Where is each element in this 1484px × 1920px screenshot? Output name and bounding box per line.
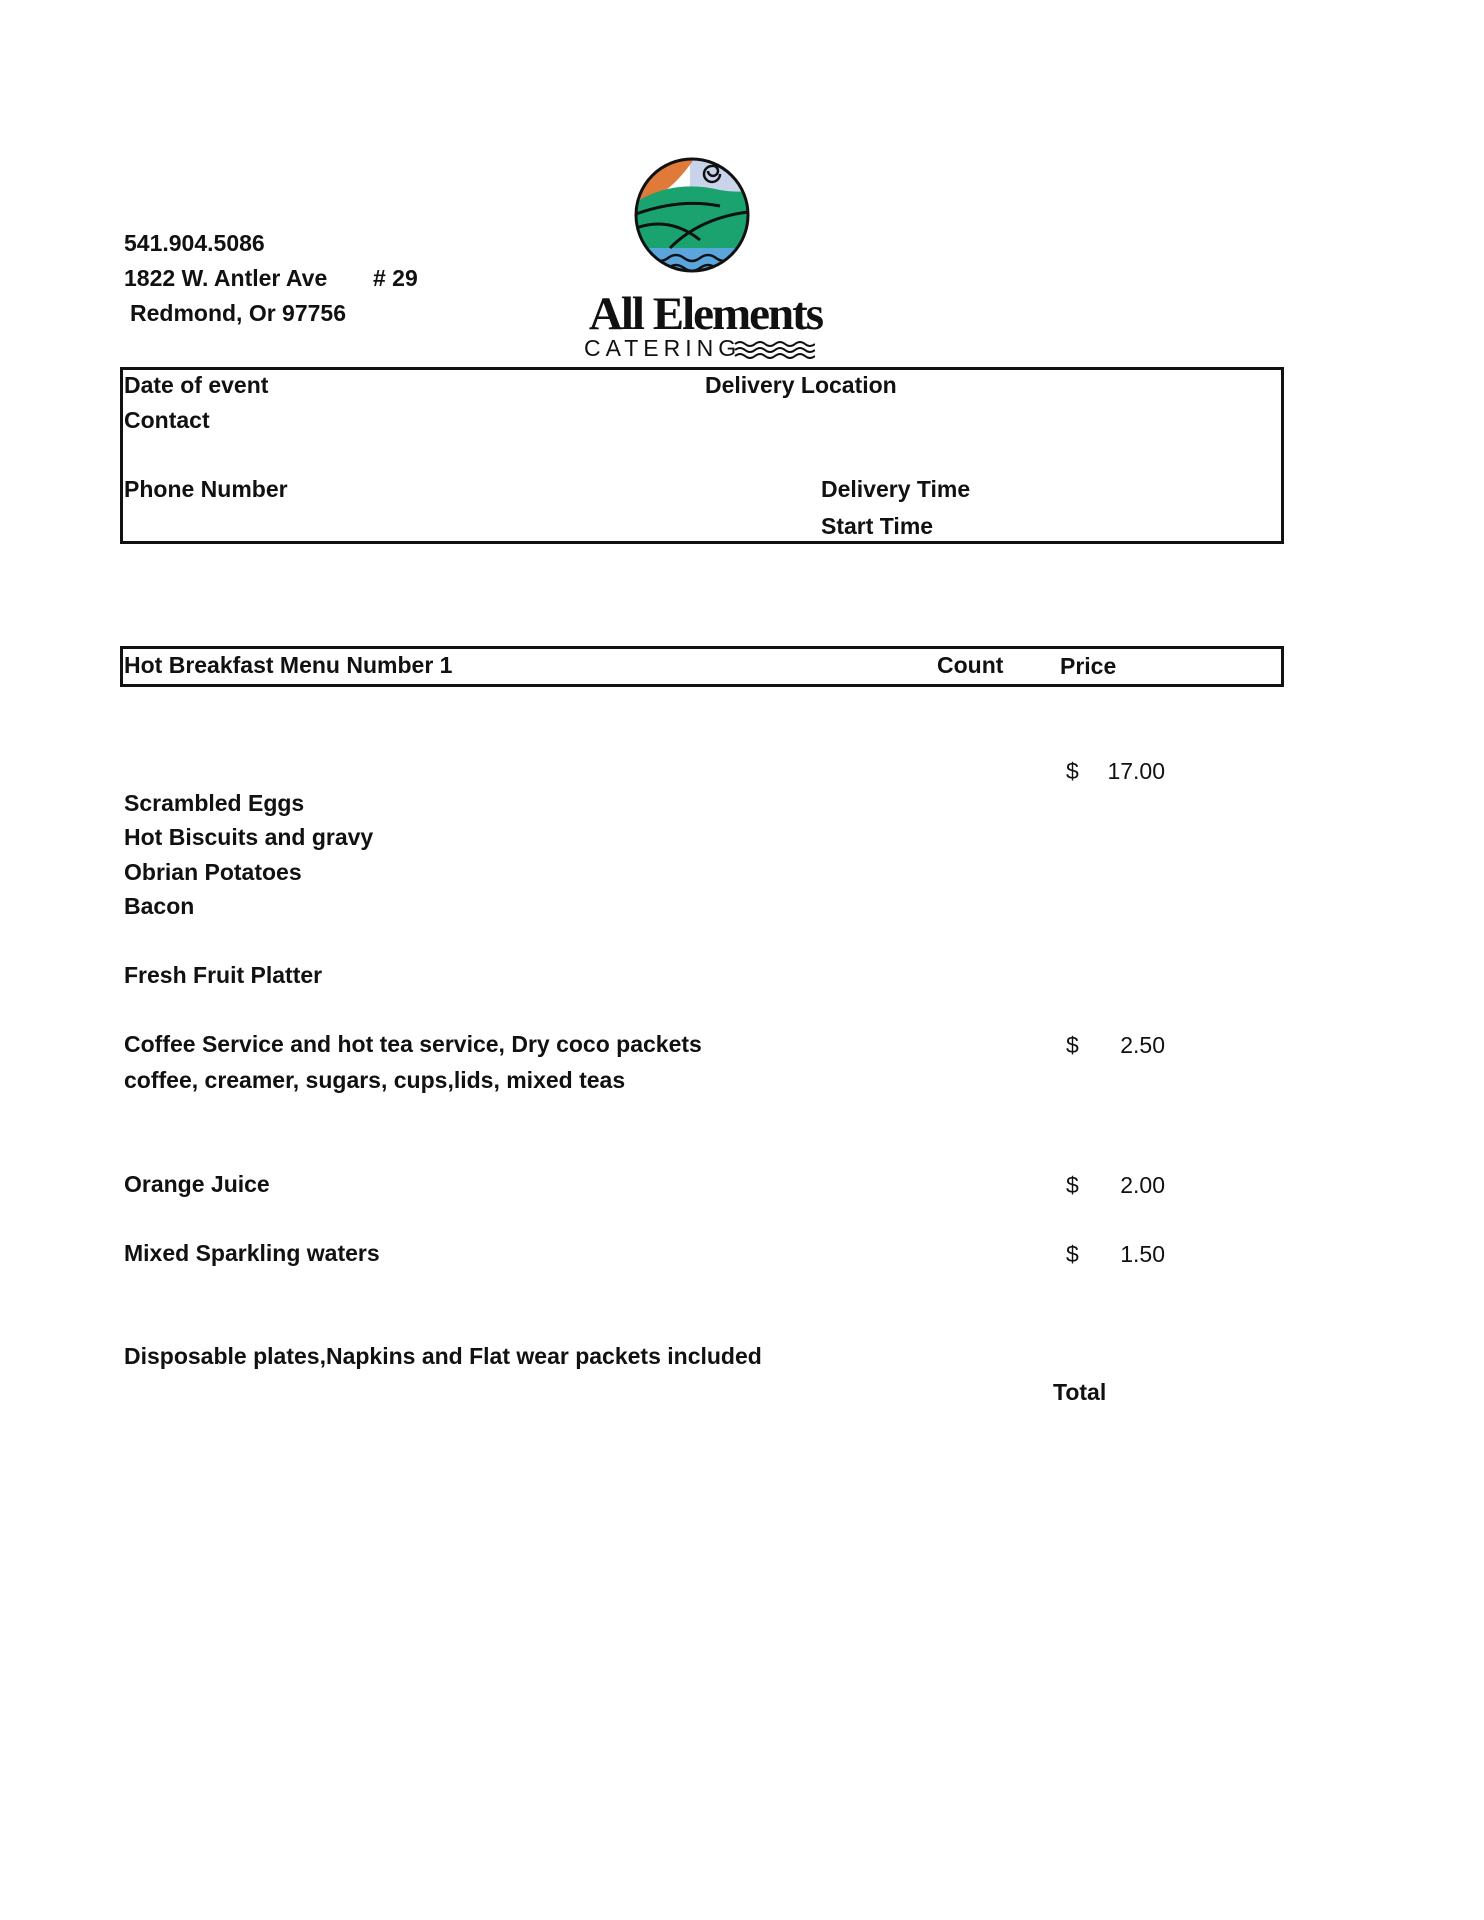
date-of-event-label: Date of event (124, 372, 269, 398)
menu-header: Hot Breakfast Menu Number 1 (124, 652, 453, 678)
menu-item: Scrambled Eggs (124, 790, 305, 816)
count-column-header: Count (937, 652, 1004, 678)
disposables-note: Disposable plates,Napkins and Flat wear packets included (124, 1343, 762, 1369)
juice-price-currency: $ (1066, 1172, 1079, 1198)
main-price-currency: $ (1066, 758, 1079, 784)
delivery-time-label: Delivery Time (821, 476, 971, 502)
menu-item: Bacon (124, 893, 195, 919)
menu-item: Obrian Potatoes (124, 859, 302, 885)
logo-subtitle: CATERING (584, 335, 742, 361)
menu-item: Hot Biscuits and gravy (124, 824, 374, 850)
sparkling-water-item: Mixed Sparkling waters (124, 1240, 380, 1266)
fruit-platter-item: Fresh Fruit Platter (124, 962, 323, 988)
waves-icon (733, 339, 815, 359)
main-price: 17.00 (1107, 758, 1165, 784)
business-address-street: 1822 W. Antler Ave (124, 265, 328, 291)
coffee-service-details: coffee, creamer, sugars, cups,lids, mixed teas (124, 1067, 626, 1093)
business-address-city: Redmond, Or 97756 (130, 300, 347, 326)
coffee-price: 2.50 (1120, 1032, 1165, 1058)
business-phone: 541.904.5086 (124, 230, 265, 256)
price-column-header: Price (1060, 653, 1117, 679)
total-label: Total (1053, 1379, 1107, 1405)
business-address-suite: # 29 (373, 265, 418, 291)
juice-price: 2.00 (1120, 1172, 1165, 1198)
coffee-service-item: Coffee Service and hot tea service, Dry coco packets (124, 1031, 702, 1057)
start-time-label: Start Time (821, 513, 934, 539)
water-price: 1.50 (1120, 1241, 1165, 1267)
event-info-box (120, 367, 1284, 544)
logo-title: All Elements (588, 288, 823, 340)
coffee-price-currency: $ (1066, 1032, 1079, 1058)
orange-juice-item: Orange Juice (124, 1171, 270, 1197)
water-price-currency: $ (1066, 1241, 1079, 1267)
delivery-location-label: Delivery Location (705, 372, 897, 398)
contact-label: Contact (124, 407, 210, 433)
phone-number-label: Phone Number (124, 476, 288, 502)
